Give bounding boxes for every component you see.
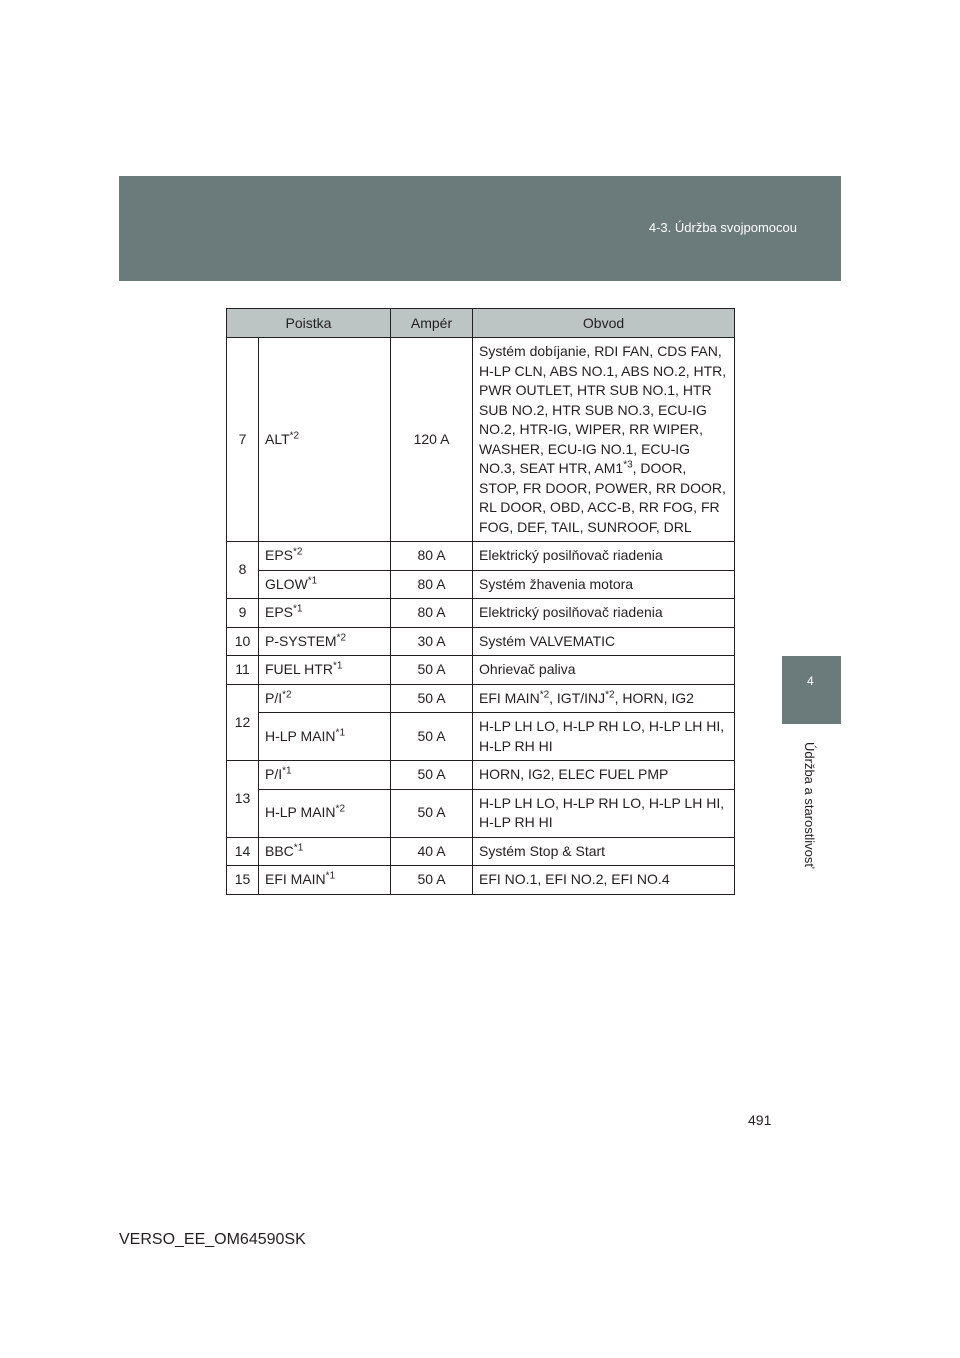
fuse-amperage: 50 A [391, 684, 473, 713]
section-title: 4-3. Údržba svojpomocou [648, 220, 797, 235]
fuse-name-text: H-LP MAIN [265, 804, 336, 821]
header-band [119, 176, 841, 281]
fuse-circuit: Systém dobíjanie, RDI FAN, CDS FAN, H-LP CLN, ABS NO.1, ABS NO.2, HTR, PWR OUTLET, HTR SUB NO.1, HTR SUB NO.2, HTR SUB NO.3, ECU-IG NO.2, HTR-IG, WIPER, RR WIPER, WASHER, ECU-IG NO.1, ECU-IG NO.3, SEAT HTR, AM1$^{*3}$, DOOR, STOP, FR DOOR, POWER, RR DOOR, RL DOOR, OBD, ACC-B, RR FOG, FR FOG, DEF, TAIL, SUNROOF, DRL [473, 338, 735, 542]
fuse-name-text: EPS [265, 604, 294, 620]
chapter-label: Údržba a starostlivosť [802, 741, 817, 869]
fuse-name-text: H-LP MAIN [265, 727, 336, 744]
fuse-amperage: 50 A [391, 866, 473, 895]
fuse-circuit: EFI NO.1, EFI NO.2, EFI NO.4 [473, 866, 735, 895]
fuse-number: 13 [227, 761, 259, 838]
chapter-tab [782, 656, 841, 724]
fuse-amperage: 50 A [391, 656, 473, 685]
fuse-number: 11 [227, 656, 259, 685]
header-amp: Ampér [391, 309, 473, 338]
table-row [227, 761, 735, 790]
fuse-number: 10 [227, 627, 259, 656]
fuse-name [259, 789, 391, 837]
fuse-name [259, 713, 391, 761]
table-row [227, 866, 735, 895]
table-row [227, 713, 735, 761]
fuse-note: *1 [332, 660, 343, 672]
table-row [227, 789, 735, 837]
fuse-name [259, 656, 391, 685]
fuse-name [259, 761, 391, 790]
fuse-circuit: Systém Stop & Start [473, 837, 735, 866]
chapter-number: 4 [807, 674, 814, 688]
fuse-number: 14 [227, 837, 259, 866]
fuse-name-text: FUEL HTR [265, 661, 333, 677]
table-row [227, 338, 735, 542]
table-row [227, 837, 735, 866]
fuse-note: *1 [325, 870, 336, 882]
page-number: 491 [748, 1112, 772, 1128]
fuse-name-text: P/I [265, 766, 283, 782]
fuse-name-text: GLOW [265, 575, 308, 592]
fuse-amperage: 80 A [391, 570, 473, 599]
header-fuse: Poistka [227, 309, 391, 338]
fuse-number: 8 [227, 542, 259, 599]
fuse-circuit: H-LP LH LO, H-LP RH LO, H-LP LH HI, H-LP RH HI [473, 713, 735, 761]
fuse-note: *2 [335, 803, 345, 815]
fuse-name-text: P/I [265, 689, 283, 706]
fuse-name [259, 866, 391, 895]
fuse-circuit: Elektrický posilňovač riadenia [473, 542, 735, 571]
fuse-note: *1 [293, 603, 303, 615]
fuse-circuit: HORN, IG2, ELEC FUEL PMP [473, 761, 735, 790]
table-row [227, 684, 735, 713]
fuse-name-text: BBC [265, 842, 294, 859]
fuse-amperage: 80 A [391, 599, 473, 628]
fuse-amperage: 80 A [391, 542, 473, 571]
table-row [227, 627, 735, 656]
table-row [227, 570, 735, 599]
table-row [227, 542, 735, 571]
fuse-name [259, 684, 391, 713]
fuse-table [226, 308, 735, 895]
fuse-amperage: 50 A [391, 761, 473, 790]
fuse-number: 9 [227, 599, 259, 628]
fuse-name-text: ALT [265, 430, 290, 447]
fuse-note: *1 [293, 841, 304, 853]
fuse-note: *2 [282, 688, 292, 700]
fuse-circuit: Systém VALVEMATIC [473, 627, 735, 656]
fuse-circuit: H-LP LH LO, H-LP RH LO, H-LP LH HI, H-LP RH HI [473, 789, 735, 837]
fuse-circuit: Ohrievač paliva [473, 656, 735, 685]
fuse-note: *1 [307, 574, 318, 586]
fuse-circuit: Elektrický posilňovač riadenia [473, 599, 735, 628]
fuse-note: *1 [335, 727, 345, 739]
fuse-amperage: 50 A [391, 713, 473, 761]
fuse-name-text: EFI MAIN [265, 871, 326, 887]
fuse-note: *2 [293, 546, 303, 558]
fuse-note: *1 [282, 765, 292, 777]
table-row [227, 599, 735, 628]
fuse-name [259, 338, 391, 542]
fuse-amperage: 30 A [391, 627, 473, 656]
fuse-number: 12 [227, 684, 259, 761]
fuse-name [259, 542, 391, 571]
fuse-number: 7 [227, 338, 259, 542]
fuse-amperage: 120 A [391, 338, 473, 542]
fuse-name [259, 627, 391, 656]
fuse-name [259, 570, 391, 599]
table-row [227, 656, 735, 685]
fuse-circuit: EFI MAIN$^{*2}$, IGT/INJ$^{*2}$, HORN, IG2 [473, 684, 735, 713]
fuse-circuit: Systém žhavenia motora [473, 570, 735, 599]
fuse-name [259, 837, 391, 866]
fuse-name [259, 599, 391, 628]
fuse-name-text: EPS [265, 547, 294, 563]
table-header-row [227, 309, 735, 338]
fuse-note: *2 [289, 430, 300, 442]
fuse-amperage: 50 A [391, 789, 473, 837]
fuse-note: *2 [336, 631, 347, 643]
fuse-amperage: 40 A [391, 837, 473, 866]
fuse-number: 15 [227, 866, 259, 895]
fuse-name-text: P-SYSTEM [265, 632, 337, 649]
header-circuit: Obvod [473, 309, 735, 338]
document-code: VERSO_EE_OM64590SK [119, 1231, 306, 1248]
